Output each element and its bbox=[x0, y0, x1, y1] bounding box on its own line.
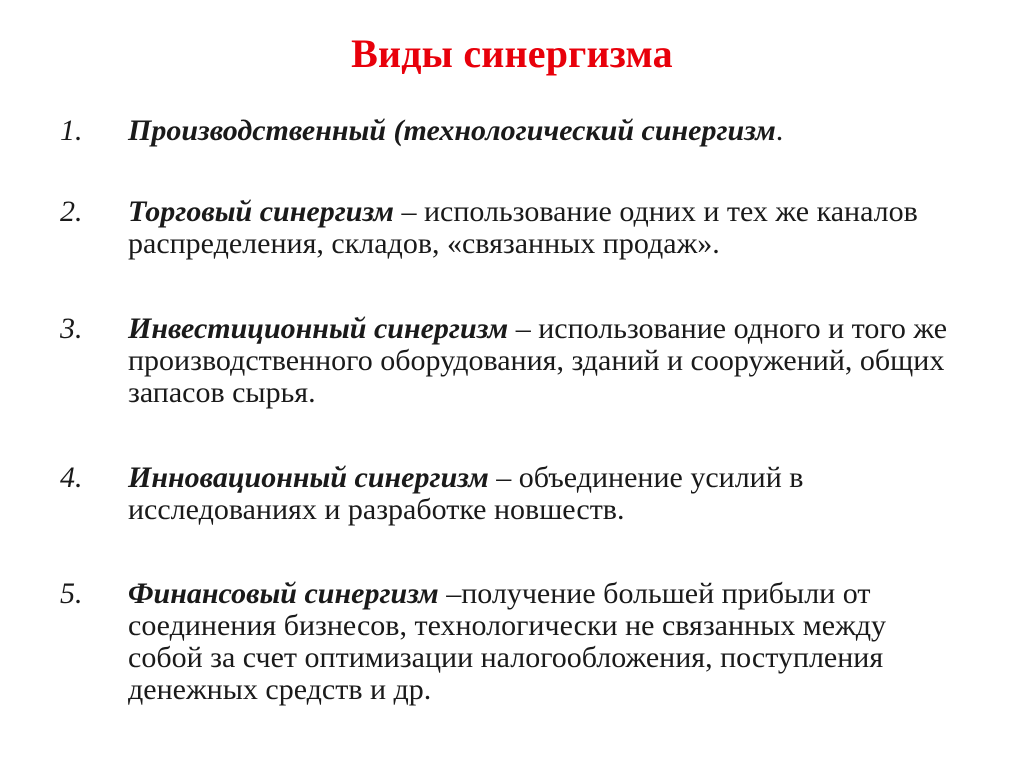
item-description: – объединение усилий в исследованиях и разработке новшеств. bbox=[128, 461, 804, 526]
item-description: –получение большей прибыли от соединения бизнесов, технологически не связанных между собой за счет оптимизации налогообложения, поступления денежных средств и др. bbox=[128, 577, 887, 706]
item-term: Производственный (технологический синергизм bbox=[128, 114, 776, 147]
item-term: Инновационный синергизм bbox=[128, 461, 489, 494]
item-text bbox=[128, 196, 968, 260]
item-description: . bbox=[775, 114, 784, 147]
item-text bbox=[128, 313, 968, 409]
item-text bbox=[128, 462, 968, 526]
item-text bbox=[128, 578, 968, 706]
item-number: 1. bbox=[60, 114, 83, 147]
item-term: Торговый синергизм bbox=[128, 195, 394, 228]
item-description: – использование одного и того же производственного оборудования, зданий и сооружений, общих запасов сырья. bbox=[128, 312, 948, 409]
item-number: 2. bbox=[60, 195, 83, 228]
item-number: 3. bbox=[60, 312, 83, 345]
item-number: 5. bbox=[60, 577, 83, 610]
item-number: 4. bbox=[60, 461, 83, 494]
item-text bbox=[128, 115, 968, 147]
item-term: Финансовый синергизм bbox=[128, 577, 439, 610]
item-description: – использование одних и тех же каналов распределения, складов, «связанных продаж». bbox=[128, 195, 918, 260]
slide-title: Виды синергизма bbox=[351, 31, 673, 76]
item-term: Инвестиционный синергизм bbox=[128, 312, 509, 345]
